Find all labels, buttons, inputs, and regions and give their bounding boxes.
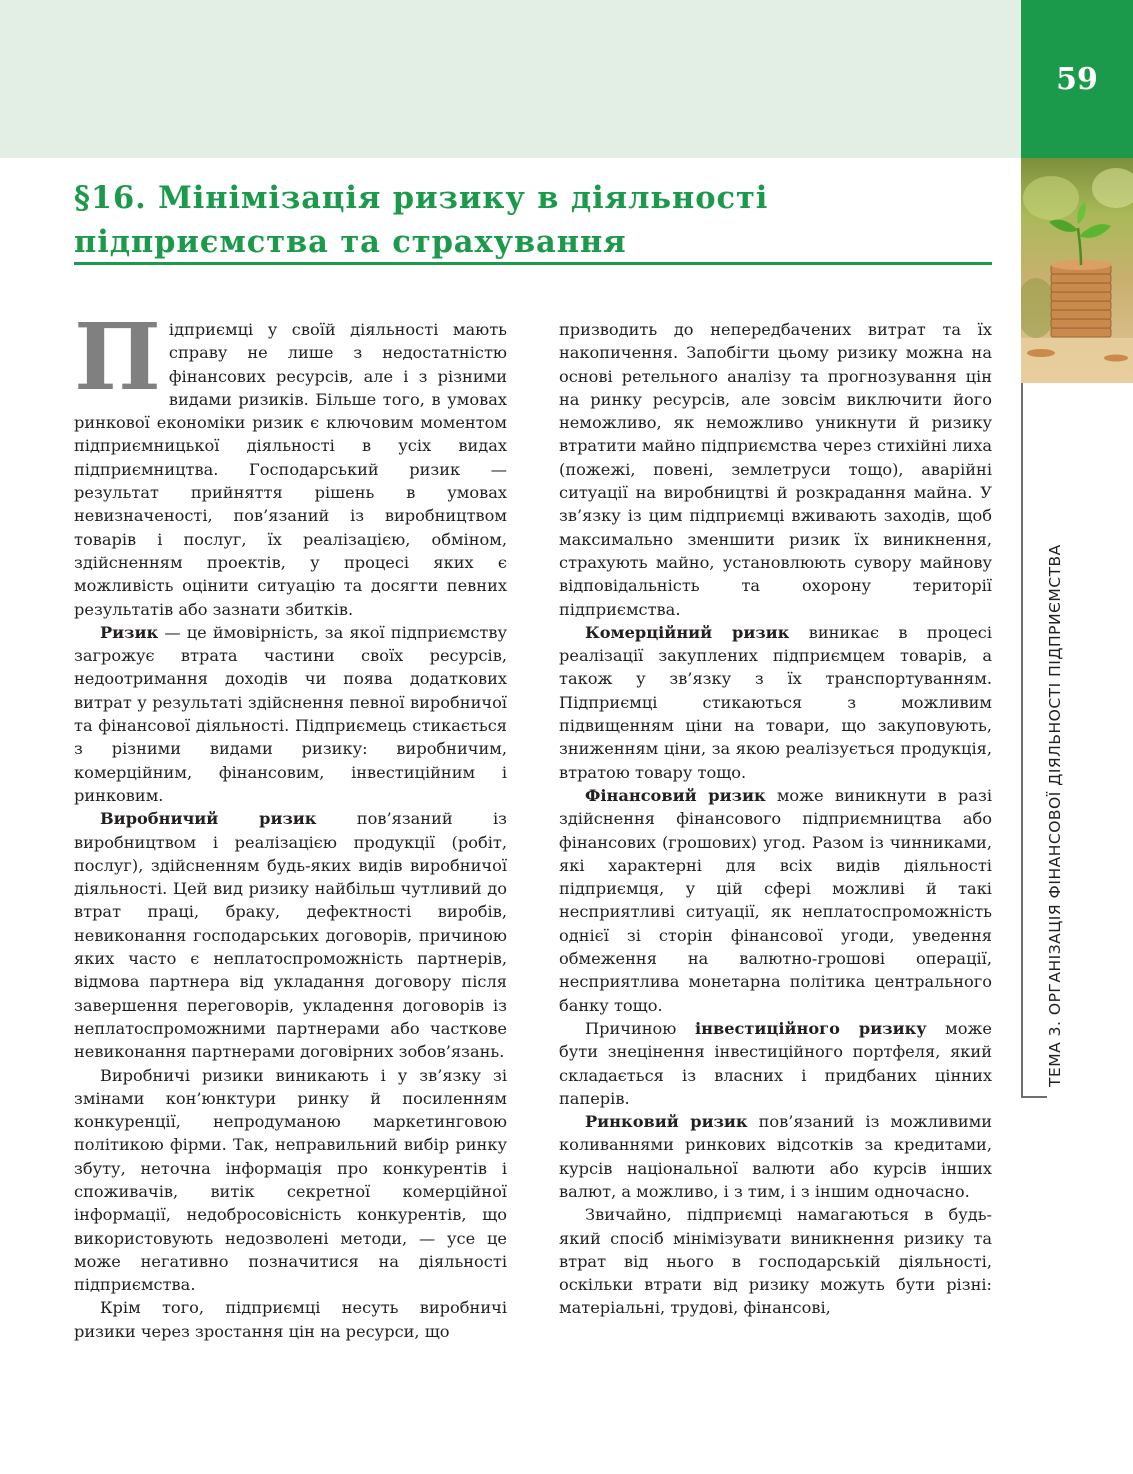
paragraph-text: виникає в процесі реалізації закуплених підприємцем товарів, а також у зв’язку з їх транспортуванням. Підприємці стикаються з можливим підвищенням ціни на товари, що закуповують, зниженням ціни, за якою реалізується продукція, втратою товару тощо. [559, 622, 992, 782]
side-tab-theme: ТЕМА 3. ОРГАНІЗАЦІЯ ФІНАНСОВОЇ ДІЯЛЬНОСТІ ПІДПРИЄМСТВА [1046, 544, 1064, 1087]
page-number: 59 [1056, 62, 1098, 97]
paragraph-text: ідприємці у своїй діяльності мають справу не лише з недостатністю фінансових ресурсів, але і з різними видами ризиків. Більше того, в умовах ринкової економіки ризик є ключовим моментом підприємницької діяльності в усіх видах підприємництва. Господарський ризик — результат прийняття рішень в умовах невизначеності, пов’язаний із виробництвом товарів і послуг, їх реалізацією, обміном, здійсненням проектів, у процесі яких є можливість оцінити ситуацію та досягти певних результатів або зазнати збитків. [74, 320, 507, 619]
term-bold: Ризик [100, 622, 159, 642]
header-band [0, 0, 1021, 158]
paragraph-market-conditions [74, 1064, 507, 1297]
paragraph-production-risk [74, 807, 507, 1063]
coins-plant-image [1021, 158, 1133, 383]
term-bold: Ринковий ризик [585, 1112, 748, 1132]
paragraph-text: Виробничі ризики виникають і у зв’язку зі змінами кон’юнктури ринку й посиленням конкуренції, непродуманою маркетинговою політикою фірми. Так, неправильний вибір ринку збуту, неточна інформація про конкурентів і споживачів, витік секретної комерційної інформації, недобросовісність конкурентів, що використовують недозволені методи, — усе це може негативно позначитися на діяльності підприємства. [74, 1065, 507, 1295]
paragraph-intro [74, 303, 507, 621]
section-title-line-1: §16. Мінімізація ризику в діяльності [74, 180, 769, 216]
paragraph-text: — це ймовірність, за якої підприємству загрожує втрата частини своїх ресурсів, недоотримання доходів чи поява додаткових витрат у результаті здійснення певної виробничої та фінансової діяльності. Підприємець стикається з різними видами ризику: виробничим, комерційним, фінансовим, інвестиційним і ринковим. [74, 622, 507, 805]
side-tab-line [1021, 383, 1023, 1098]
paragraph-resource-prices [74, 1296, 507, 1343]
paragraph-text: Звичайно, підприємці намагаються в будь-який спосіб мінімізувати виникнення ризику та втрат від нього в господарській діяльності, оскільки втрати від ризику можуть бути різні: матеріальні, трудові, фінансові, [559, 1205, 992, 1318]
term-bold: Виробничий ризик [100, 809, 317, 829]
coins-plant-photo [1021, 158, 1133, 383]
side-tab-tick [1021, 1096, 1047, 1098]
page-number-box [1021, 0, 1133, 158]
drop-cap: П [74, 303, 161, 411]
term-bold: інвестиційного ризику [694, 1018, 927, 1038]
term-bold: Комерційний ризик [585, 622, 790, 642]
paragraph-text: пов’язаний із виробництвом і реалізацією продукції (робіт, послуг), здійсненням будь-яких видів виробничої діяльності. Цей вид ризику найбільш чутливий до втрат праці, браку, дефектності виробів, невиконання господарських договорів, причиною яких часто є неплатоспроможність партнерів, відмова партнера від укладання договору після завершення переговорів, укладення договорів із неплатоспроможними партнерами або часткове невиконання партнерами договірних зобов’язань. [74, 809, 507, 1062]
term-bold: Фінансовий ризик [585, 785, 766, 805]
paragraph-financial-risk [559, 784, 992, 1017]
paragraph-investment-risk [559, 1017, 992, 1110]
section-title-line-2: підприємства та страхування [74, 224, 627, 260]
title-underline [74, 262, 992, 265]
paragraph-commercial-risk [559, 621, 992, 784]
paragraph-text: може бути знецінення інвестиційного портфеля, який складається із власних і придбаних цінних паперів. [559, 1018, 992, 1108]
paragraph-text: пов’язаний із можливими коливаннями ринкових відсотків за кредитами, курсів національної валюти або курсів інших валют, а можливо, і з тим, і з іншим одночасно. [559, 1112, 992, 1201]
paragraph-risk-definition [74, 621, 507, 807]
paragraph-market-risk [559, 1110, 992, 1203]
paragraph-text: Причиною [585, 1018, 695, 1038]
section-title [74, 176, 994, 264]
paragraph-continued [559, 318, 992, 621]
paragraph-text: призводить до непередбачених витрат та їх накопичення. Запобігти цьому ризику можна на основі ретельного аналізу та прогнозування цін на ринку ресурсів, але зовсім виключити його неможливо, як неможливо уникнути й ризику втратити майно підприємства через стихійні лиха (пожежі, повені, землетруси тощо), аварійні ситуації на виробництві й розкрадання майна. У зв’язку із цим підприємці вживають заходів, щоб максимально зменшити ризик їх виникнення, страхують майно, установлюють сувору майнову відповідальність та охорону території підприємства. [559, 320, 992, 619]
paragraph-minimization [559, 1203, 992, 1319]
right-column [559, 318, 992, 1320]
left-column [74, 303, 507, 1343]
paragraph-text: Крім того, підприємці несуть виробничі ризики через зростання цін на ресурси, що [74, 1298, 507, 1341]
paragraph-text: може виникнути в разі здійснення фінансового підприємництва або фінансових (грошових) угод. Разом із чинниками, які характерні для всіх видів діяльності підприємця, у цій сфері можливі й такі несприятливі ситуації, як неплатоспроможність однієї зі сторін фінансової угоди, уведення обмеження на валютно-грошові операції, несприятлива монетарна політика центрального банку тощо. [559, 785, 992, 1015]
